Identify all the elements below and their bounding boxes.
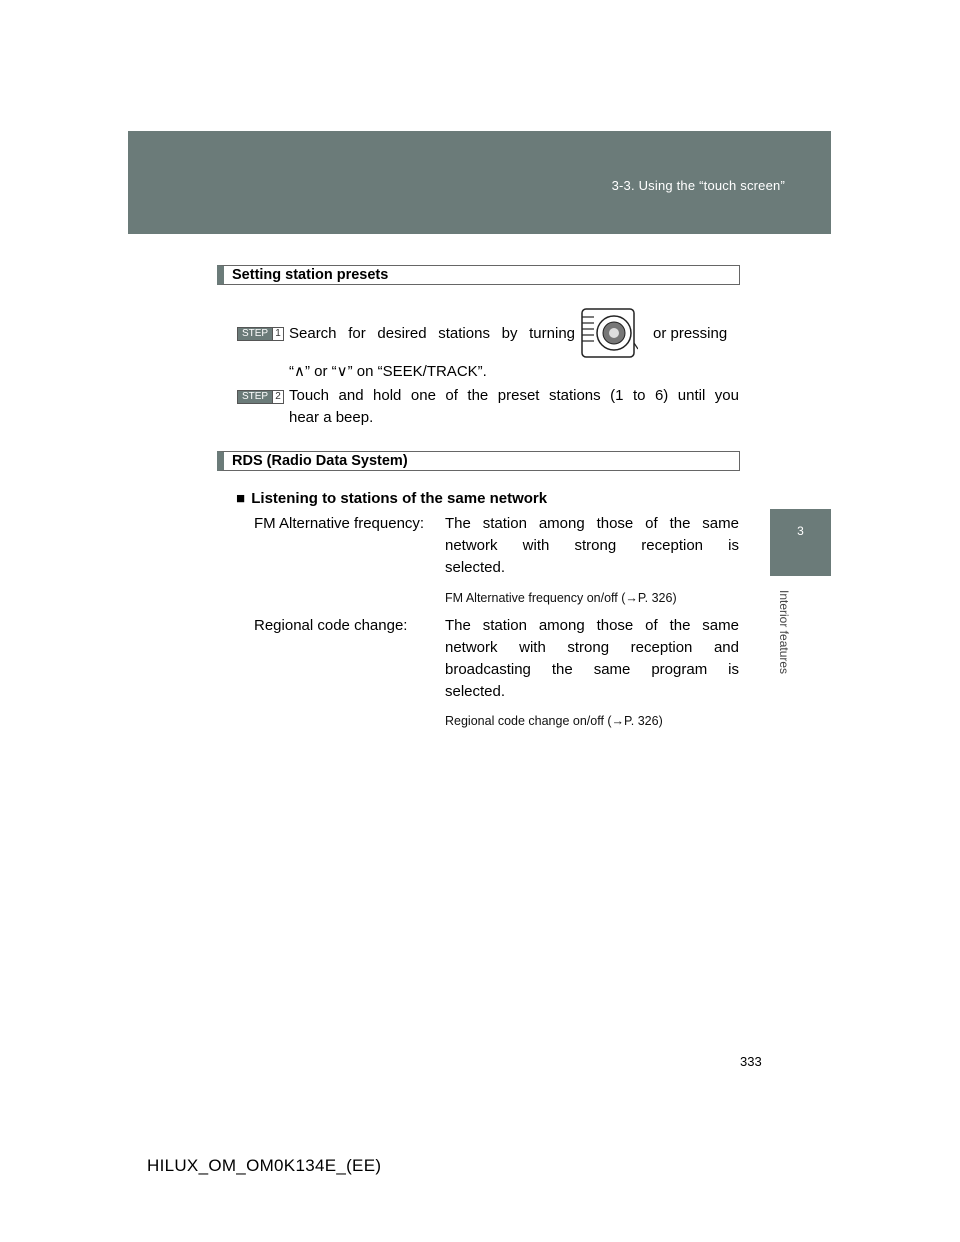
square-bullet-icon: ■ <box>236 490 246 507</box>
section-heading-rds: RDS (Radio Data System) <box>217 451 740 471</box>
rds-subheading-text: Listening to stations of the same network <box>251 490 548 507</box>
definition-line: The station among those of the same <box>445 617 739 634</box>
chapter-title: Interior features <box>777 590 791 675</box>
chapter-header <box>128 131 831 234</box>
step-number: 1 <box>272 328 283 340</box>
step-number: 2 <box>272 391 283 403</box>
step-1-text-line2: “∧” or “∨” on “SEEK/TRACK”. <box>289 363 487 380</box>
cross-reference-note: FM Alternative frequency on/off (→P. 326) <box>445 591 677 605</box>
step-2-text-line1: Touch and hold one of the preset stations (1 to 6) until you <box>289 387 739 404</box>
step-1-text-start: Search for desired stations by turning <box>289 325 575 342</box>
chapter-number: 3 <box>797 524 804 538</box>
section-heading-presets: Setting station presets <box>217 265 740 285</box>
step-word: STEP <box>238 391 272 403</box>
definition-line: selected. <box>445 683 506 700</box>
definition-line: network with strong reception is <box>445 537 739 554</box>
definition-term-fm: FM Alternative frequency: <box>254 515 425 532</box>
definition-line: The station among those of the same <box>445 515 739 532</box>
manual-code: HILUX_OM_OM0K134E_(EE) <box>147 1156 382 1175</box>
step-word: STEP <box>238 328 272 340</box>
rds-subheading <box>236 488 547 510</box>
page-number: 333 <box>740 1054 762 1069</box>
step-badge-1 <box>237 327 284 341</box>
definition-term-regional: Regional code change: <box>254 617 408 634</box>
section-path: 3-3. Using the “touch screen” <box>611 178 785 193</box>
cross-reference-note: Regional code change on/off (→P. 326) <box>445 714 663 728</box>
definition-line: network with strong reception and <box>445 639 739 656</box>
definition-line: selected. <box>445 559 506 576</box>
step-badge-2 <box>237 390 284 404</box>
tune-dial-icon <box>578 305 638 361</box>
definition-line: broadcasting the same program is <box>445 661 739 678</box>
chapter-title-vertical <box>772 590 802 700</box>
step-2-text-line2: hear a beep. <box>289 409 374 426</box>
step-1-text-end: or pressing <box>653 325 728 342</box>
chapter-tab <box>770 509 831 576</box>
